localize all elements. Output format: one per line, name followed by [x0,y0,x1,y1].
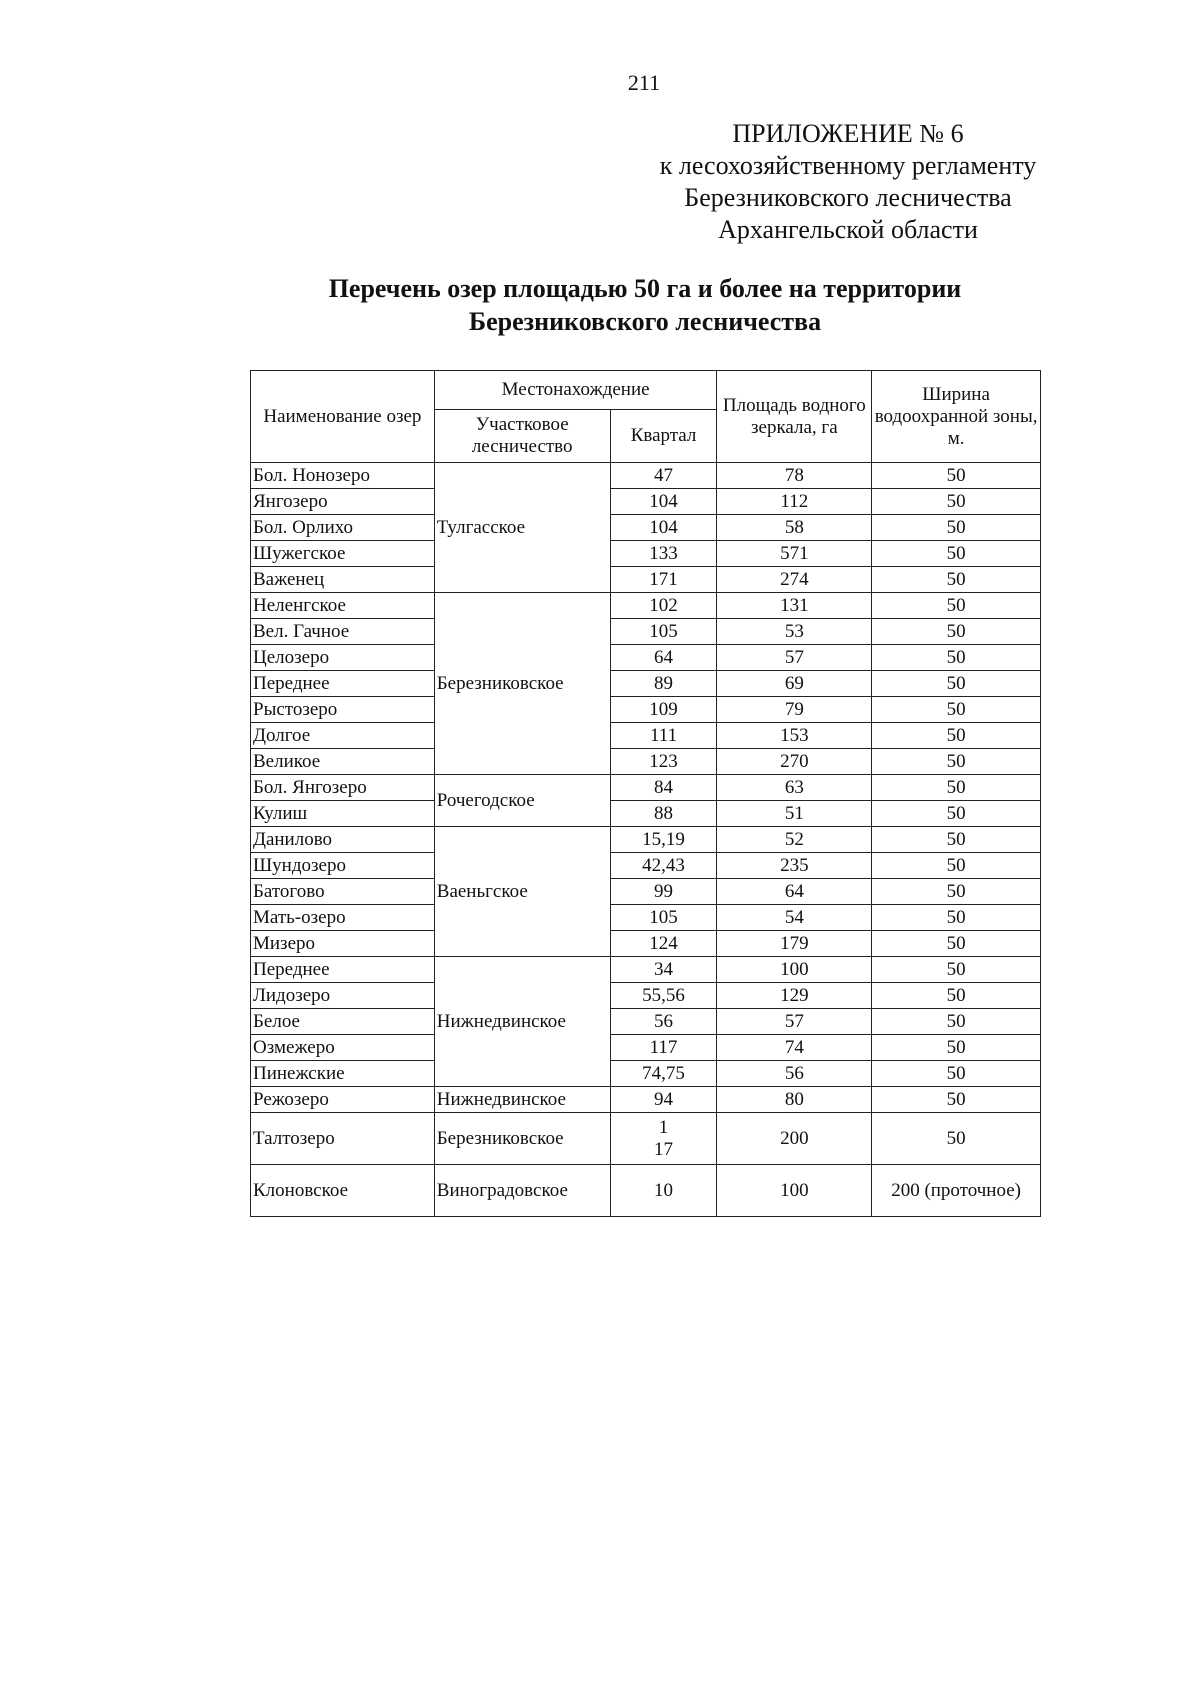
table-row [251,515,1041,541]
kvartal-cell: 123 [610,749,717,775]
appendix-line-1: ПРИЛОЖЕНИЕ № 6 [732,119,964,148]
lake-name-cell: Долгое [251,723,435,749]
kvartal-cell: 15,19 [610,827,717,853]
table-row [251,619,1041,645]
lake-name-cell: Вел. Гачное [251,619,435,645]
area-cell: 153 [717,723,872,749]
lake-name-cell: Важенец [251,567,435,593]
lake-name-cell: Данилово [251,827,435,853]
area-cell: 58 [717,515,872,541]
width-cell: 50 [872,567,1041,593]
kvartal-cell: 42,43 [610,853,717,879]
district-cell: Рочегодское [434,775,610,827]
area-cell: 57 [717,1009,872,1035]
lake-name-cell: Бол. Янгозеро [251,775,435,801]
table-row [251,1035,1041,1061]
lakes-table [250,370,1041,1217]
area-cell: 51 [717,801,872,827]
kvartal-cell: 111 [610,723,717,749]
table-row [251,827,1041,853]
area-cell: 571 [717,541,872,567]
width-cell: 50 [872,1087,1041,1113]
width-cell: 50 [872,619,1041,645]
table-row [251,1087,1041,1113]
area-cell: 131 [717,593,872,619]
district-cell: Ваеньгское [434,827,610,957]
lake-name-cell: Переднее [251,957,435,983]
title-line-1: Перечень озер площадью 50 га и более на территории [328,274,962,303]
table-row [251,645,1041,671]
width-cell: 50 [872,541,1041,567]
lake-name-cell: Режозеро [251,1087,435,1113]
lake-name-cell: Лидозеро [251,983,435,1009]
width-cell: 50 [872,905,1041,931]
kvartal-value: 1 [658,1116,669,1138]
width-cell: 50 [872,593,1041,619]
area-cell: 80 [717,1087,872,1113]
width-cell: 50 [872,723,1041,749]
table-row [251,1113,1041,1165]
table-body [251,463,1041,1217]
kvartal-cell: 104 [610,515,717,541]
header-location: Местонахождение [434,371,717,410]
district-cell: Нижнедвинское [434,1087,610,1113]
kvartal-cell: 124 [610,931,717,957]
width-cell: 50 [872,1009,1041,1035]
table-row [251,671,1041,697]
lake-name-cell: Переднее [251,671,435,697]
width-cell: 50 [872,879,1041,905]
width-cell: 50 [872,957,1041,983]
area-cell: 112 [717,489,872,515]
area-cell: 63 [717,775,872,801]
document-title [120,272,1170,338]
area-cell: 57 [717,645,872,671]
area-cell: 129 [717,983,872,1009]
lake-name-cell: Шужегское [251,541,435,567]
width-cell: 50 [872,1035,1041,1061]
width-cell: 50 [872,697,1041,723]
district-cell: Березниковское [434,593,610,775]
width-cell: 50 [872,1061,1041,1087]
table-row [251,775,1041,801]
width-cell: 50 [872,775,1041,801]
appendix-line-2: к лесохозяйственному регламенту [659,151,1037,180]
kvartal-cell: 171 [610,567,717,593]
kvartal-cell: 94 [610,1087,717,1113]
kvartal-cell: 74,75 [610,1061,717,1087]
table-row [251,723,1041,749]
lake-name-cell: Целозеро [251,645,435,671]
width-cell: 50 [872,983,1041,1009]
area-cell: 53 [717,619,872,645]
area-cell: 235 [717,853,872,879]
header-width: Ширина водоохранной зоны, м. [872,371,1041,463]
area-cell: 64 [717,879,872,905]
table-row [251,801,1041,827]
lake-name-cell: Батогово [251,879,435,905]
lake-name-cell: Мать-озеро [251,905,435,931]
lake-name-cell: Рыстозеро [251,697,435,723]
table-row [251,983,1041,1009]
kvartal-cell: 133 [610,541,717,567]
appendix-header [588,118,1108,246]
table-row [251,957,1041,983]
district-cell: Тулгасское [434,463,610,593]
lake-name-cell: Мизеро [251,931,435,957]
width-cell: 50 [872,489,1041,515]
table-row [251,593,1041,619]
lake-name-cell: Кулиш [251,801,435,827]
width-cell: 50 [872,749,1041,775]
kvartal-cell: 99 [610,879,717,905]
kvartal-cell: 88 [610,801,717,827]
district-cell: Березниковское [434,1113,610,1165]
district-cell: Нижнедвинское [434,957,610,1087]
width-cell: 50 [872,671,1041,697]
kvartal-cell: 104 [610,489,717,515]
kvartal-cell: 102 [610,593,717,619]
table-row [251,905,1041,931]
table-row [251,1061,1041,1087]
lake-name-cell: Бол. Орлихо [251,515,435,541]
area-cell: 69 [717,671,872,697]
lake-name-cell: Талтозеро [251,1113,435,1165]
header-area: Площадь водного зеркала, га [717,371,872,463]
kvartal-cell: 109 [610,697,717,723]
width-cell: 50 [872,853,1041,879]
header-name: Наименование озер [251,371,435,463]
table-header [251,371,1041,463]
area-cell: 200 [717,1113,872,1165]
area-cell: 54 [717,905,872,931]
width-cell: 50 [872,645,1041,671]
width-cell: 50 [872,801,1041,827]
kvartal-cell: 56 [610,1009,717,1035]
width-cell: 50 [872,515,1041,541]
lake-name-cell: Неленгское [251,593,435,619]
table-row [251,541,1041,567]
kvartal-value: 17 [654,1138,674,1160]
kvartal-cell: 55,56 [610,983,717,1009]
kvartal-cell: 47 [610,463,717,489]
appendix-line-4: Архангельской области [718,215,978,244]
page-number: 211 [627,70,661,95]
kvartal-cell: 105 [610,619,717,645]
width-cell: 50 [872,1113,1041,1165]
table-row [251,931,1041,957]
lake-name-cell: Пинежские [251,1061,435,1087]
lake-name-cell: Великое [251,749,435,775]
lake-name-cell: Янгозеро [251,489,435,515]
area-cell: 74 [717,1035,872,1061]
area-cell: 100 [717,957,872,983]
area-cell: 79 [717,697,872,723]
width-cell: 50 [872,463,1041,489]
area-cell: 56 [717,1061,872,1087]
area-cell: 274 [717,567,872,593]
kvartal-cell: 117 [610,1035,717,1061]
district-cell: Виноградовское [434,1165,610,1217]
table-row [251,697,1041,723]
area-cell: 52 [717,827,872,853]
table-row [251,749,1041,775]
width-cell: 50 [872,931,1041,957]
table-row [251,463,1041,489]
lake-name-cell: Клоновское [251,1165,435,1217]
table-row [251,489,1041,515]
area-cell: 78 [717,463,872,489]
lake-name-cell: Белое [251,1009,435,1035]
kvartal-cell: 34 [610,957,717,983]
kvartal-cell: 89 [610,671,717,697]
lake-name-cell: Бол. Нонозеро [251,463,435,489]
kvartal-cell: 64 [610,645,717,671]
kvartal-cell: 10 [610,1165,717,1217]
area-cell: 179 [717,931,872,957]
header-kvartal: Квартал [610,410,717,463]
title-line-2: Березниковского лесничества [468,307,822,336]
kvartal-cell: 84 [610,775,717,801]
header-district: Участковое лесничество [434,410,610,463]
table-row [251,1165,1041,1217]
area-cell: 100 [717,1165,872,1217]
kvartal-cell [610,1113,717,1165]
lake-name-cell: Озмежеро [251,1035,435,1061]
kvartal-cell: 105 [610,905,717,931]
width-cell: 200 (проточное) [872,1165,1041,1217]
area-cell: 270 [717,749,872,775]
appendix-line-3: Березниковского лесничества [684,183,1012,212]
table-row [251,853,1041,879]
table-row [251,879,1041,905]
width-cell: 50 [872,827,1041,853]
table-row [251,567,1041,593]
table-row [251,1009,1041,1035]
lake-name-cell: Шундозеро [251,853,435,879]
